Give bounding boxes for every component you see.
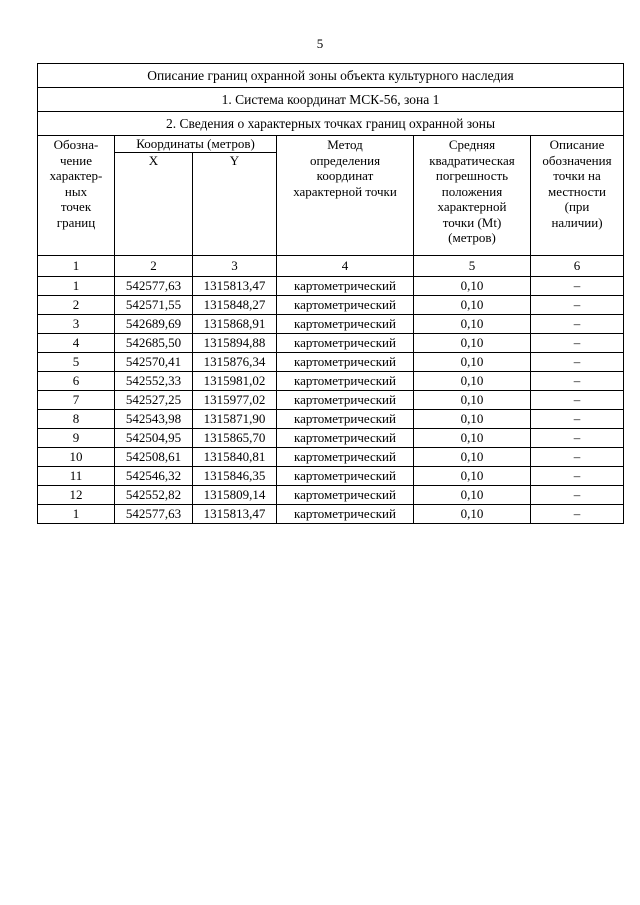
point-cell: 1 bbox=[38, 505, 115, 524]
x-coordinate-cell: 542570,41 bbox=[115, 353, 193, 372]
y-coordinate-cell: 1315813,47 bbox=[193, 277, 277, 296]
method-cell: картометрический bbox=[277, 467, 414, 486]
error-cell: 0,10 bbox=[414, 296, 531, 315]
section-title: 2. Сведения о характерных точках границ охранной зоны bbox=[38, 112, 624, 136]
header-x: X bbox=[115, 153, 193, 256]
table-row bbox=[38, 315, 624, 334]
error-cell: 0,10 bbox=[414, 429, 531, 448]
column-number: 2 bbox=[115, 256, 193, 277]
y-coordinate-cell: 1315846,35 bbox=[193, 467, 277, 486]
x-coordinate-cell: 542577,63 bbox=[115, 505, 193, 524]
description-cell: – bbox=[531, 448, 624, 467]
y-coordinate-cell: 1315871,90 bbox=[193, 410, 277, 429]
description-cell: – bbox=[531, 277, 624, 296]
point-cell: 4 bbox=[38, 334, 115, 353]
description-cell: – bbox=[531, 429, 624, 448]
table-row bbox=[38, 353, 624, 372]
table-row bbox=[38, 486, 624, 505]
error-cell: 0,10 bbox=[414, 448, 531, 467]
description-cell: – bbox=[531, 410, 624, 429]
error-cell: 0,10 bbox=[414, 505, 531, 524]
description-cell: – bbox=[531, 486, 624, 505]
y-coordinate-cell: 1315813,47 bbox=[193, 505, 277, 524]
x-coordinate-cell: 542527,25 bbox=[115, 391, 193, 410]
description-cell: – bbox=[531, 353, 624, 372]
table-row bbox=[38, 334, 624, 353]
column-number: 1 bbox=[38, 256, 115, 277]
y-coordinate-cell: 1315876,34 bbox=[193, 353, 277, 372]
method-cell: картометрический bbox=[277, 353, 414, 372]
error-cell: 0,10 bbox=[414, 486, 531, 505]
description-cell: – bbox=[531, 391, 624, 410]
y-coordinate-cell: 1315894,88 bbox=[193, 334, 277, 353]
method-cell: картометрический bbox=[277, 277, 414, 296]
column-number-row bbox=[38, 256, 624, 277]
description-cell: – bbox=[531, 315, 624, 334]
table-row bbox=[38, 448, 624, 467]
boundary-points-table bbox=[37, 63, 624, 524]
point-cell: 8 bbox=[38, 410, 115, 429]
error-cell: 0,10 bbox=[414, 467, 531, 486]
point-cell: 7 bbox=[38, 391, 115, 410]
x-coordinate-cell: 542571,55 bbox=[115, 296, 193, 315]
point-cell: 11 bbox=[38, 467, 115, 486]
x-coordinate-cell: 542543,98 bbox=[115, 410, 193, 429]
y-coordinate-cell: 1315977,02 bbox=[193, 391, 277, 410]
table-row bbox=[38, 296, 624, 315]
error-cell: 0,10 bbox=[414, 372, 531, 391]
x-coordinate-cell: 542504,95 bbox=[115, 429, 193, 448]
x-coordinate-cell: 542685,50 bbox=[115, 334, 193, 353]
point-cell: 12 bbox=[38, 486, 115, 505]
method-cell: картометрический bbox=[277, 448, 414, 467]
x-coordinate-cell: 542552,33 bbox=[115, 372, 193, 391]
method-cell: картометрический bbox=[277, 486, 414, 505]
description-cell: – bbox=[531, 334, 624, 353]
y-coordinate-cell: 1315840,81 bbox=[193, 448, 277, 467]
table-row bbox=[38, 467, 624, 486]
header-description: Описание обозначения точки на местности (при наличии) bbox=[531, 136, 624, 256]
header-error: Средняя квадратическая погрешность положения характерной точки (Mt) (метров) bbox=[414, 136, 531, 256]
table-row bbox=[38, 277, 624, 296]
column-number: 3 bbox=[193, 256, 277, 277]
header-y: Y bbox=[193, 153, 277, 256]
description-cell: – bbox=[531, 372, 624, 391]
error-cell: 0,10 bbox=[414, 277, 531, 296]
y-coordinate-cell: 1315865,70 bbox=[193, 429, 277, 448]
y-coordinate-cell: 1315848,27 bbox=[193, 296, 277, 315]
method-cell: картометрический bbox=[277, 372, 414, 391]
x-coordinate-cell: 542508,61 bbox=[115, 448, 193, 467]
coordinate-system-title: 1. Система координат МСК-56, зона 1 bbox=[38, 88, 624, 112]
method-cell: картометрический bbox=[277, 334, 414, 353]
point-cell: 6 bbox=[38, 372, 115, 391]
table-row bbox=[38, 505, 624, 524]
x-coordinate-cell: 542546,32 bbox=[115, 467, 193, 486]
error-cell: 0,10 bbox=[414, 410, 531, 429]
y-coordinate-cell: 1315868,91 bbox=[193, 315, 277, 334]
description-cell: – bbox=[531, 296, 624, 315]
header-point: Обозна- чение характер- ных точек границ bbox=[38, 136, 115, 256]
header-method: Метод определения координат характерной точки bbox=[277, 136, 414, 256]
table-row bbox=[38, 429, 624, 448]
x-coordinate-cell: 542689,69 bbox=[115, 315, 193, 334]
point-cell: 10 bbox=[38, 448, 115, 467]
method-cell: картометрический bbox=[277, 315, 414, 334]
x-coordinate-cell: 542577,63 bbox=[115, 277, 193, 296]
method-cell: картометрический bbox=[277, 429, 414, 448]
error-cell: 0,10 bbox=[414, 391, 531, 410]
table-row bbox=[38, 391, 624, 410]
y-coordinate-cell: 1315809,14 bbox=[193, 486, 277, 505]
point-cell: 3 bbox=[38, 315, 115, 334]
method-cell: картометрический bbox=[277, 296, 414, 315]
column-number: 5 bbox=[414, 256, 531, 277]
point-cell: 5 bbox=[38, 353, 115, 372]
table-title: Описание границ охранной зоны объекта культурного наследия bbox=[38, 64, 624, 88]
description-cell: – bbox=[531, 505, 624, 524]
point-cell: 9 bbox=[38, 429, 115, 448]
method-cell: картометрический bbox=[277, 391, 414, 410]
error-cell: 0,10 bbox=[414, 334, 531, 353]
table-row bbox=[38, 410, 624, 429]
error-cell: 0,10 bbox=[414, 315, 531, 334]
column-number: 6 bbox=[531, 256, 624, 277]
point-cell: 2 bbox=[38, 296, 115, 315]
point-cell: 1 bbox=[38, 277, 115, 296]
error-cell: 0,10 bbox=[414, 353, 531, 372]
column-number: 4 bbox=[277, 256, 414, 277]
description-cell: – bbox=[531, 467, 624, 486]
y-coordinate-cell: 1315981,02 bbox=[193, 372, 277, 391]
method-cell: картометрический bbox=[277, 410, 414, 429]
header-coordinates: Координаты (метров) bbox=[115, 136, 277, 153]
page-number: 5 bbox=[316, 36, 324, 51]
x-coordinate-cell: 542552,82 bbox=[115, 486, 193, 505]
table-row bbox=[38, 372, 624, 391]
method-cell: картометрический bbox=[277, 505, 414, 524]
